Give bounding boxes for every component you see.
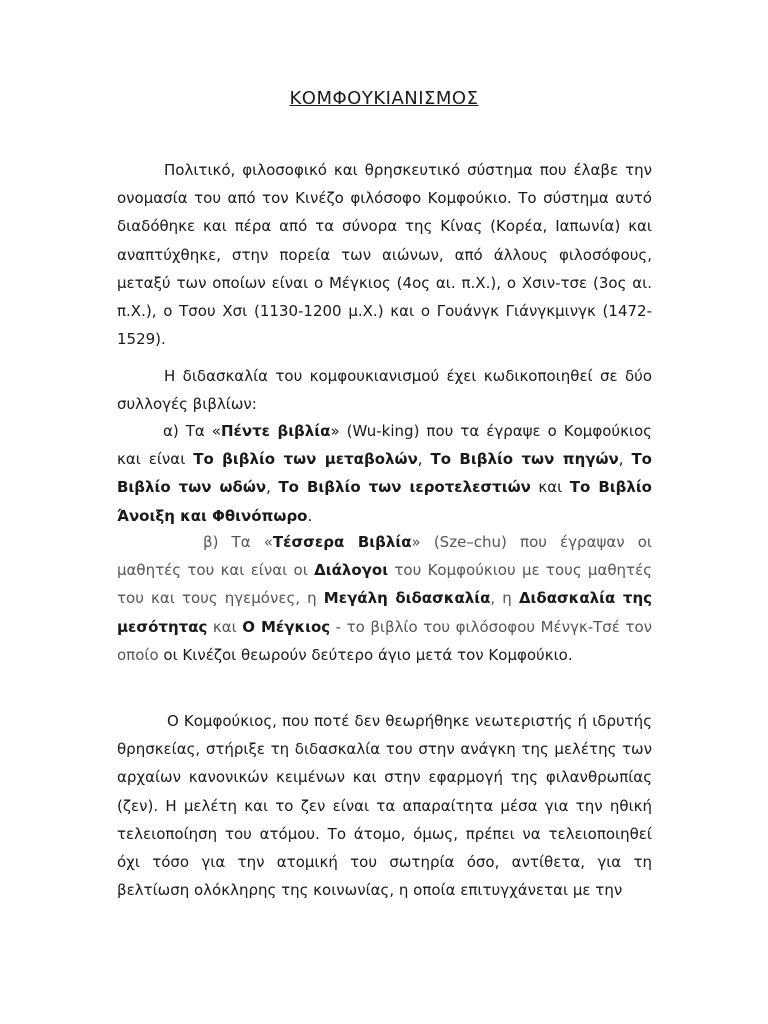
paragraph-five-books <box>117 417 652 530</box>
book-title: Το Βιβλίο των πηγών <box>430 450 619 469</box>
book-title: Ο Μέγκιος <box>242 617 331 636</box>
text-run: , η <box>490 589 519 608</box>
paragraph-collections: Η διδασκαλία του κομφουκιανισμού έχει κωδικοποιηθεί σε δύο συλλογές βιβλίων: <box>117 367 652 414</box>
paragraph-confucius: Ο Κομφούκιος, που ποτέ δεν θεωρήθηκε νεωτεριστής ή ιδρυτής θρησκείας, στήριξε τη διδασκαλία του στην ανάγκη της μελέτης των αρχαίων κανονικών κειμένων και στην εφαρμογή της φιλανθρωπίας (ζεν). Η μελέτη και το ζεν είναι τα απαραίτητα μέσα για την ηθική τελειοποίηση του ατόμου. Το άτομο, όμως, πρέπει να τελειοποιηθεί όχι τόσο για την ατομική του σωτηρία όσο, αντίθετα, για τη βελτίωση ολόκληρης της κοινωνίας, η οποία επιτυγχάνεται με την <box>117 712 652 900</box>
text-run: - το βιβλίο του φιλόσοφου Μένγκ-Τσέ τον οποίο <box>117 617 653 664</box>
text-run: , <box>266 478 279 497</box>
document-title: ΚΟΜΦΟΥΚΙΑΝΙΣΜΟΣ <box>289 88 479 109</box>
book-title: Διδασκαλία της μεσότητας <box>117 589 653 636</box>
text-run: β) Τα « <box>203 533 273 551</box>
paragraph-four-books <box>117 528 652 669</box>
text-run: α) Τα « <box>163 422 221 440</box>
book-title: Το βιβλίο των μεταβολών <box>193 450 418 469</box>
paragraph-intro: Πολιτικό, φιλοσοφικό και θρησκευτικό σύστημα που έλαβε την ονομασία του από τον Κινέζο φιλόσοφο Κομφούκιο. Το σύστημα αυτό διαδόθηκε και πέρα από τα σύνορα της Κίνας (Κορέα, Ιαπωνία) και αναπτύχθηκε, στην πορεία των αιώνων, από άλλους φιλοσόφους, μεταξύ των οποίων είναι ο Μέγκιος (4ος αι. π.Χ.), ο Χσιν-τσε (3ος αι. π.Χ.), ο Τσου Χσι (1130-1200 μ.Χ.) και ο Γουάνγκ Γιάνγκμινγκ (1472-1529). <box>117 161 652 349</box>
book-title: Το Βιβλίο των ιεροτελεστιών <box>278 478 531 497</box>
text-run: και <box>207 617 243 636</box>
book-title: Το Βιβλίο Άνοιξη και Φθινόπωρο <box>117 478 652 525</box>
book-title: Πέντε βιβλία <box>220 422 331 440</box>
book-title: Το Βιβλίο των ωδών <box>117 450 652 497</box>
text-run: , <box>618 450 632 469</box>
text-run: » (Sze–chu) που έγραψαν οι μαθητές του και είναι οι <box>117 533 652 580</box>
book-title: Διάλογοι <box>314 561 389 580</box>
book-title: Μεγάλη διδασκαλία <box>323 589 491 608</box>
text-run: οι Κινέζοι θεωρούν δεύτερο άγιο μετά τον Κομφούκιο. <box>163 645 573 664</box>
book-title: Τέσσερα Βιβλία <box>272 533 412 551</box>
text-run: , <box>417 450 431 469</box>
text-run: . <box>307 506 313 525</box>
text-run: του Κομφούκιου με τους μαθητές του και τους ηγεμόνες, η <box>117 561 652 608</box>
text-run: » (Wu-king) που τα έγραψε ο Κομφούκιος και είναι <box>117 422 652 469</box>
text-run: και <box>530 478 570 497</box>
